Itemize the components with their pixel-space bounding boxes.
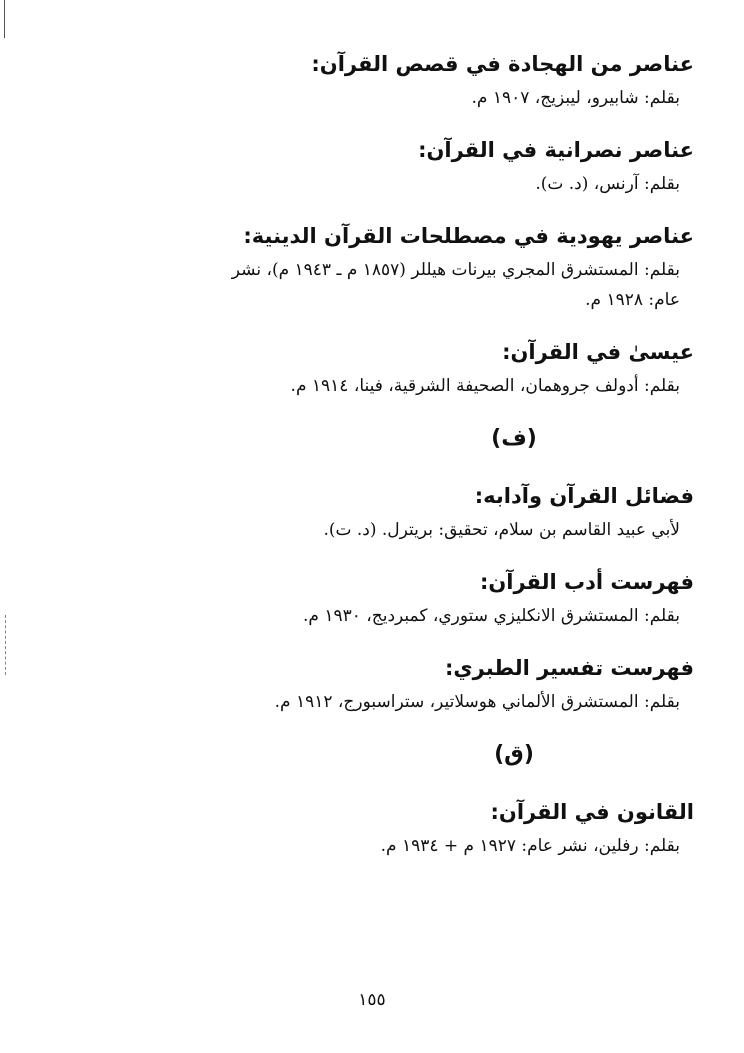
entry-title: عناصر نصرانية في القرآن: xyxy=(418,138,694,162)
bibliography-entry xyxy=(134,217,694,315)
bibliography-entry xyxy=(134,477,694,545)
bibliography-entry xyxy=(134,793,694,861)
page-number: ١٥٥ xyxy=(358,990,386,1010)
entry-author-line: بقلم: المستشرق الانكليزي ستوري، كمبرديج، ١٩٣٠ م. xyxy=(303,606,680,626)
section-heading-qaf: (ق) xyxy=(494,742,534,767)
section-heading-fa: (ف) xyxy=(491,426,537,451)
entry-title: عناصر من الهجادة في قصص القرآن: xyxy=(311,52,694,76)
entry-author-line: بقلم: رفلين، نشر عام: ١٩٢٧ م + ١٩٣٤ م. xyxy=(380,836,680,856)
bibliography-list xyxy=(134,45,694,879)
entry-author-line: بقلم: المستشرق الألماني هوسلاتير، ستراسبورج، ١٩١٢ م. xyxy=(274,692,680,712)
entry-author-line: بقلم: شابيرو، ليبزيج، ١٩٠٧ م. xyxy=(471,88,680,108)
entry-title: عناصر يهودية في مصطلحات القرآن الدينية: xyxy=(243,224,694,248)
bibliography-entry xyxy=(134,563,694,631)
bibliography-entry xyxy=(134,45,694,113)
scan-edge-dots xyxy=(5,615,7,675)
bibliography-entry xyxy=(134,333,694,401)
entry-title: فضائل القرآن وآدابه: xyxy=(474,484,694,508)
entry-author-line-continued: عام: ١٩٢٨ م. xyxy=(585,290,680,310)
entry-title: فهرست تفسير الطبري: xyxy=(444,656,694,680)
entry-author-line: بقلم: المستشرق المجري بيرنات هيللر (١٨٥٧ م ـ ١٩٤٣ م)، نشر xyxy=(231,260,680,280)
bibliography-entry xyxy=(134,649,694,717)
scan-edge-line xyxy=(4,0,5,38)
entry-title: القانون في القرآن: xyxy=(490,800,694,824)
entry-title: عيسىٰ في القرآن: xyxy=(502,340,694,364)
entry-author-line: بقلم: آرنس، (د. ت). xyxy=(535,174,680,194)
bibliography-entry xyxy=(134,131,694,199)
entry-author-line: بقلم: أدولف جروهمان، الصحيفة الشرقية، فينا، ١٩١٤ م. xyxy=(290,376,680,396)
entry-author-line: لأبي عبيد القاسم بن سلام، تحقيق: بريترل. (د. ت). xyxy=(323,520,680,540)
entry-title: فهرست أدب القرآن: xyxy=(479,570,694,594)
